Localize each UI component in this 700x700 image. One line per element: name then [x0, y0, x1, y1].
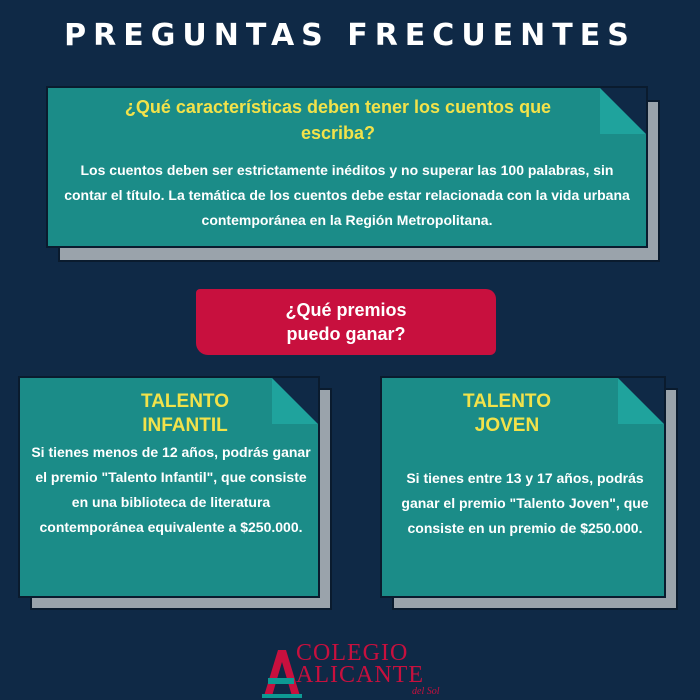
page-title: PREGUNTAS FRECUENTES: [64, 18, 636, 53]
logo-line2: ALICANTE: [296, 662, 424, 688]
faq1-card-fold: [600, 88, 646, 134]
talento-infantil-title: TALENTO INFANTIL: [141, 391, 229, 436]
talento-infantil-fold: [272, 378, 318, 424]
faq1-card: [46, 86, 648, 248]
talento-infantil-text: Si tienes menos de 12 años, podrás ganar el premio "Talento Infantil", que consiste en una biblioteca de literatura contemporánea equivalente a $250.000.: [31, 444, 311, 535]
faq2-question-banner: [196, 289, 496, 355]
faq2-question: ¿Qué premios puedo ganar?: [285, 300, 407, 344]
colegio-alicante-logo: [260, 642, 460, 700]
faq1-question: ¿Qué características deben tener los cuentos que escriba?: [124, 97, 552, 143]
talento-joven-card: [380, 376, 666, 598]
logo-line1: COLEGIO: [296, 640, 409, 666]
faq1-answer: Los cuentos deben ser estrictamente inéditos y no superar las 100 palabras, sin contar el título. La temática de los cuentos debe estar relacionada con la vida urbana contemporánea en la Región Metropolitana.: [64, 162, 630, 228]
talento-joven-fold: [618, 378, 664, 424]
logo-text: [296, 642, 424, 686]
talento-infantil-card: [18, 376, 320, 598]
logo-sub: del Sol: [412, 686, 440, 697]
talento-joven-title: TALENTO JOVEN: [463, 391, 551, 436]
talento-joven-text: Si tienes entre 13 y 17 años, podrás ganar el premio "Talento Joven", que consiste en un premio de $250.000.: [401, 470, 649, 536]
